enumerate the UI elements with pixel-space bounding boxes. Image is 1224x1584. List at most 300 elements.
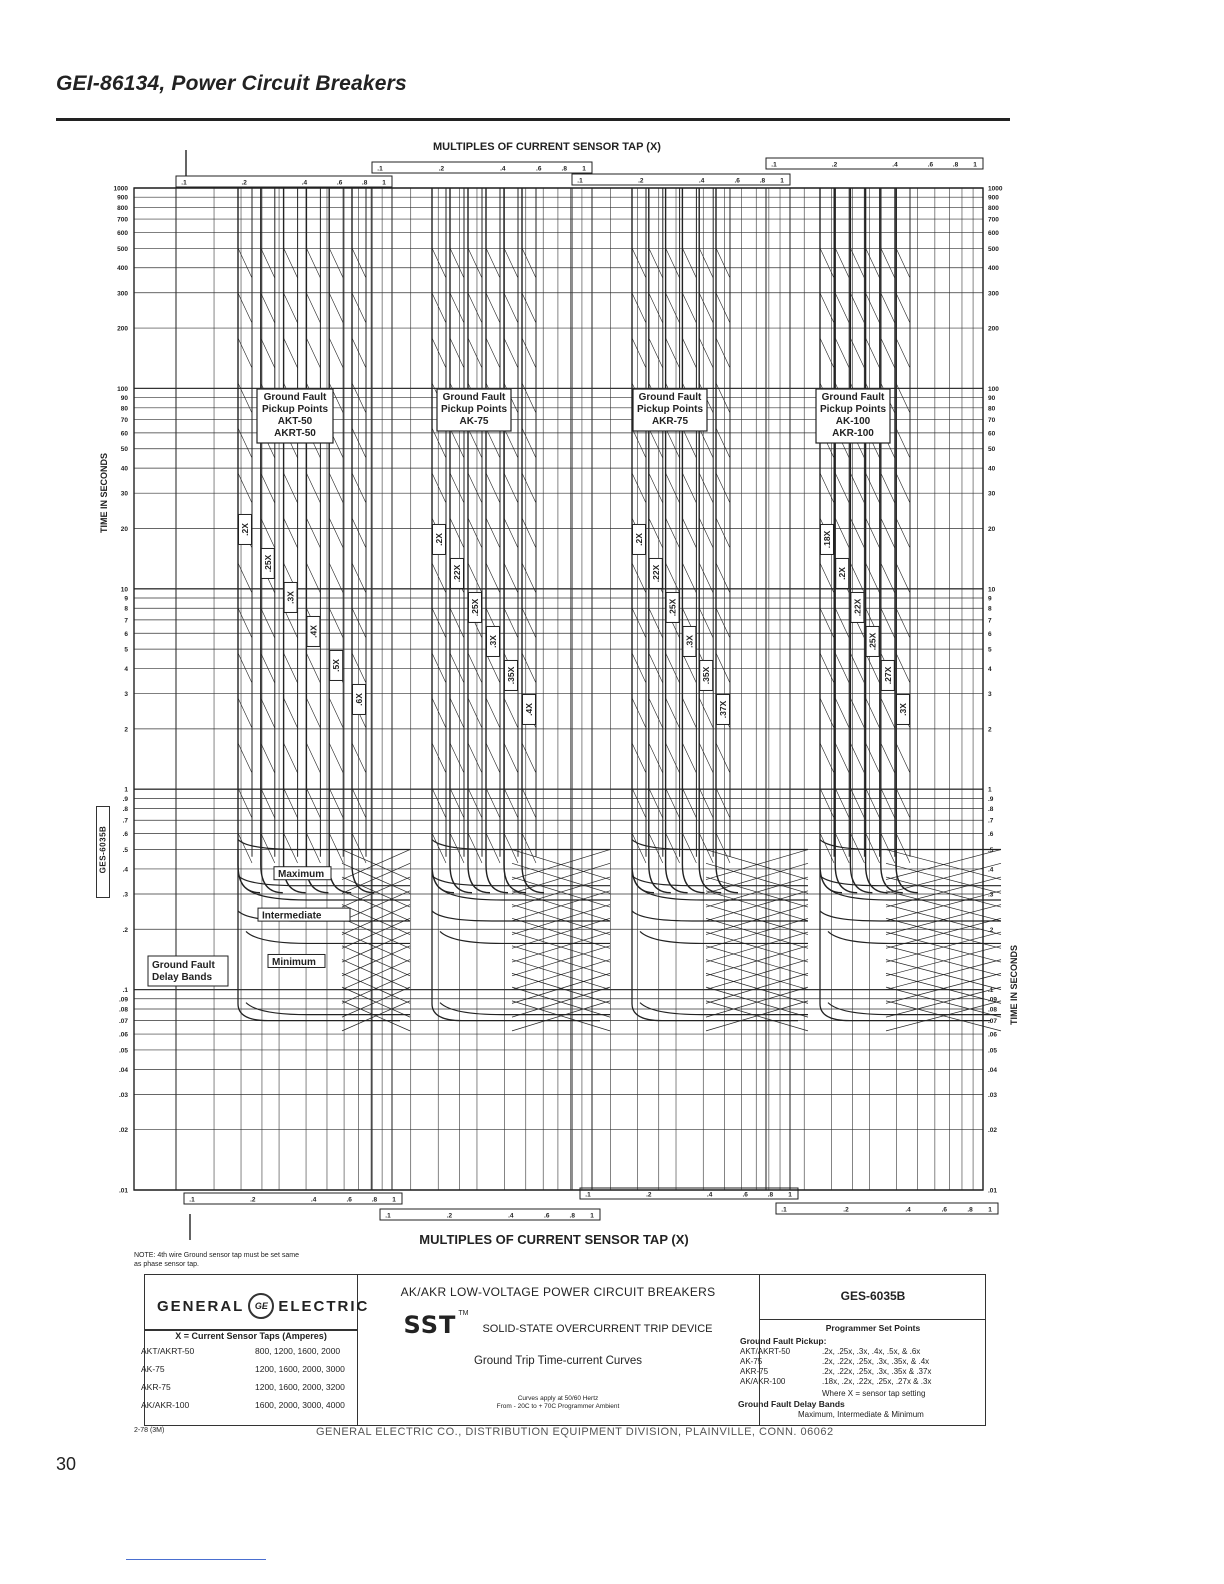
curve-hatch	[352, 743, 366, 773]
pickup-label: .2X	[434, 533, 444, 546]
y-tick-right: 1	[988, 786, 992, 794]
curve-hatch	[432, 698, 446, 728]
curve-hatch	[329, 248, 343, 278]
applies-note: Curves apply at 50/60 Hertz From - 20C to + 70C Programmer Ambient	[496, 1395, 620, 1410]
curve-hatch	[261, 743, 275, 773]
pickup-points-text: AK-100	[835, 416, 871, 427]
curve-hatch	[486, 653, 500, 683]
pickup-label: .22X	[650, 564, 661, 583]
pickup-points-text: Ground Fault	[638, 392, 702, 403]
delay-band-outline	[820, 850, 991, 1021]
y-tick-left: .06	[118, 1031, 128, 1039]
curve-hatch	[284, 518, 298, 548]
curve-hatch	[450, 743, 464, 773]
curve-hatch	[238, 383, 252, 413]
curve-hatch	[450, 653, 464, 683]
curve-hatch	[881, 743, 895, 773]
y-tick-right: .09	[988, 996, 998, 1004]
y-tick-right: .1	[988, 987, 994, 995]
curve-hatch	[896, 833, 910, 863]
curve-hatch	[329, 743, 343, 773]
x-tick-label: .2	[831, 161, 838, 169]
pickup-label: .6X	[354, 693, 364, 706]
y-tick-left: 50	[120, 446, 128, 454]
curve-hatch	[504, 743, 518, 773]
x-tick-label: .4	[508, 1212, 514, 1220]
curve-hatch	[306, 653, 320, 683]
curve-hatch	[682, 248, 696, 278]
y-tick-right: 30	[988, 490, 996, 498]
y-tick-right: 2	[988, 726, 992, 734]
curve-hatch	[866, 653, 880, 683]
curve-hatch	[716, 788, 730, 818]
delay-band-outline	[432, 850, 600, 1021]
curve-hatch	[866, 743, 880, 773]
y-tick-right: 8	[988, 605, 992, 613]
curve-hatch	[238, 743, 252, 773]
curve-hatch	[866, 518, 880, 548]
x-tick-label: .4	[500, 165, 506, 173]
y-tick-right: 60	[988, 430, 996, 438]
pickup-curve	[866, 188, 888, 893]
curve-hatch	[522, 338, 536, 368]
curve-hatch	[329, 518, 343, 548]
curve-hatch	[649, 293, 663, 323]
y-tick-right: 90	[988, 395, 996, 403]
pickup-curve	[850, 188, 872, 893]
curve-hatch	[352, 338, 366, 368]
curve-hatch	[468, 518, 482, 548]
chart-curves	[238, 185, 1003, 1031]
pickup-points-text: Pickup Points	[440, 404, 508, 415]
pickup-curve	[666, 188, 688, 893]
x-tick-label: .6	[336, 179, 343, 187]
curve-hatch	[699, 293, 713, 323]
y-tick-right: .8	[988, 806, 994, 814]
y-tick-left: .1	[122, 987, 128, 995]
band-name-text: Minimum	[272, 956, 316, 968]
curve-hatch	[468, 293, 482, 323]
curve-hatch	[352, 518, 366, 548]
curve-hatch	[504, 698, 518, 728]
x-tick-label: .1	[771, 161, 777, 169]
curve-hatch	[522, 473, 536, 503]
y-tick-right: 400	[988, 265, 999, 273]
delay-band-upper	[432, 876, 610, 886]
curve-hatch	[866, 248, 880, 278]
curve-hatch	[881, 248, 895, 278]
curve-hatch	[632, 698, 646, 728]
curve-hatch	[432, 248, 446, 278]
curve-hatch	[699, 428, 713, 458]
y-tick-left: 90	[120, 395, 128, 403]
curve-hatch	[866, 338, 880, 368]
y-tick-right: 40	[988, 465, 996, 473]
x-tick-label: .4	[892, 161, 898, 169]
curve-hatch	[522, 743, 536, 773]
y-tick-left: .5	[122, 847, 128, 855]
curve-hatch	[682, 788, 696, 818]
y-tick-left: 4	[124, 666, 128, 674]
curve-hatch	[261, 788, 275, 818]
curve-hatch	[432, 743, 446, 773]
curve-hatch	[649, 428, 663, 458]
x-tick-label: 1	[582, 165, 586, 173]
curve-hatch	[504, 518, 518, 548]
curve-hatch	[504, 788, 518, 818]
y-tick-left: 600	[117, 229, 128, 237]
curve-hatch	[450, 698, 464, 728]
curve-hatch	[699, 833, 713, 863]
ge-logo-text-electric: ELECTRIC	[278, 1297, 370, 1315]
pickup-label: .27X	[882, 666, 893, 685]
curve-hatch	[632, 743, 646, 773]
curve-hatch	[666, 698, 680, 728]
curve-hatch	[352, 293, 366, 323]
curve-hatch	[896, 293, 910, 323]
curve-hatch	[261, 698, 275, 728]
y-tick-right: 70	[988, 416, 996, 424]
pickup-label: .5X	[331, 659, 342, 672]
curve-hatch	[632, 833, 646, 863]
curve-hatch	[261, 518, 275, 548]
y-tick-right: 300	[988, 290, 999, 298]
curve-hatch	[468, 698, 482, 728]
scale-box	[176, 176, 392, 187]
curve-hatch	[649, 338, 663, 368]
curve-hatch	[896, 473, 910, 503]
titleblock-subtitle: Ground Trip Time-current Curves	[473, 1355, 643, 1367]
y-axis-title-left: TIME IN SECONDS	[99, 452, 109, 534]
curve-hatch	[649, 743, 663, 773]
curve-hatch	[468, 743, 482, 773]
pickup-curve	[284, 188, 306, 893]
curve-hatch	[450, 428, 464, 458]
pickup-label: .25X	[667, 598, 678, 617]
y-tick-right: 200	[988, 325, 999, 333]
curve-hatch	[666, 788, 680, 818]
curve-hatch	[329, 473, 343, 503]
curve-hatch	[682, 473, 696, 503]
curve-hatch	[716, 518, 730, 548]
curve-hatch	[261, 653, 275, 683]
y-tick-left: 20	[120, 525, 128, 533]
curve-hatch	[522, 833, 536, 863]
curve-hatch	[649, 653, 663, 683]
curve-hatch	[896, 788, 910, 818]
sst-description: SOLID-STATE OVERCURRENT TRIP DEVICE	[482, 1323, 713, 1335]
y-tick-left: 30	[120, 490, 128, 498]
curve-hatch	[329, 338, 343, 368]
x-tick-label: .4	[301, 179, 308, 187]
curve-hatch	[716, 833, 730, 863]
curve-hatch	[450, 473, 464, 503]
curve-hatch	[306, 473, 320, 503]
curve-hatch	[468, 428, 482, 458]
curve-hatch	[522, 788, 536, 818]
pickup-label: .37X	[718, 700, 728, 719]
pickup-label: .3X	[684, 635, 695, 648]
curve-hatch	[432, 338, 446, 368]
curve-hatch	[835, 698, 849, 728]
curve-hatch	[666, 248, 680, 278]
where-note: Where X = sensor tap setting	[822, 1389, 926, 1398]
pickup-label: .22X	[452, 564, 462, 583]
y-tick-right: .6	[988, 831, 994, 839]
x-tick-label: .8	[371, 1196, 378, 1204]
y-tick-right: 600	[988, 229, 999, 237]
curve-hatch	[522, 383, 536, 413]
footnote-rule	[126, 1559, 266, 1560]
y-tick-right: .03	[988, 1091, 998, 1099]
curve-hatch	[716, 473, 730, 503]
curve-hatch	[261, 248, 275, 278]
delay-bands-text: Delay Bands	[152, 972, 213, 983]
y-tick-left: .6	[122, 831, 128, 839]
curve-hatch	[682, 743, 696, 773]
x-tick-label: .8	[361, 179, 368, 187]
curve-hatch	[432, 788, 446, 818]
delay-band-upper	[238, 840, 410, 850]
curve-hatch	[632, 473, 646, 503]
curve-hatch	[522, 518, 536, 548]
y-tick-left: 100	[117, 385, 128, 393]
y-tick-left: 6	[124, 630, 128, 638]
pickup-points-text: AKT-50	[277, 416, 313, 427]
gfp-label: Ground Fault Pickup:	[740, 1336, 827, 1346]
curve-hatch	[666, 338, 680, 368]
curve-hatch	[716, 383, 730, 413]
curve-hatch	[716, 428, 730, 458]
y-tick-right: .07	[988, 1018, 998, 1026]
y-tick-left: .05	[118, 1047, 128, 1055]
y-tick-left: 5	[124, 646, 128, 654]
x-tick-label: .6	[544, 1212, 550, 1220]
curve-hatch	[866, 788, 880, 818]
scale-box	[572, 174, 790, 185]
x-tick-label: 1	[590, 1212, 594, 1220]
curve-hatch	[881, 338, 895, 368]
pickup-curve	[352, 188, 374, 893]
pickup-curve	[835, 188, 857, 893]
curve-hatch	[699, 788, 713, 818]
gfdb-values: Maximum, Intermediate & Minimum	[798, 1410, 924, 1419]
curve-hatch	[261, 293, 275, 323]
delay-band-upper	[820, 911, 1001, 921]
y-tick-right: 6	[988, 630, 992, 638]
y-tick-left: 200	[117, 325, 128, 333]
x-tick-label: .6	[927, 161, 934, 169]
pickup-curve	[699, 188, 721, 893]
pickup-label: .2X	[837, 567, 848, 580]
x-tick-label: .6	[536, 165, 542, 173]
curve-hatch	[666, 473, 680, 503]
curve-hatch	[866, 698, 880, 728]
y-tick-left: 1	[124, 786, 128, 794]
curve-hatch	[820, 338, 834, 368]
x-tick-label: .1	[585, 1191, 591, 1199]
sst-mark: SST	[403, 1311, 457, 1339]
y-tick-right: 9	[988, 595, 992, 603]
curve-hatch	[632, 788, 646, 818]
pickup-label: .25X	[867, 632, 878, 651]
curve-hatch	[682, 653, 696, 683]
curve-hatch	[835, 518, 849, 548]
y-tick-left: .09	[118, 996, 128, 1004]
x-tick-label: .6	[346, 1196, 352, 1204]
y-tick-left: 2	[124, 726, 128, 734]
curve-hatch	[238, 653, 252, 683]
x-tick-label: .8	[952, 161, 959, 169]
y-tick-left: .02	[118, 1127, 128, 1135]
curve-hatch	[504, 338, 518, 368]
curve-hatch	[881, 518, 895, 548]
curve-hatch	[896, 428, 910, 458]
curve-hatch	[896, 518, 910, 548]
y-tick-right: 3	[988, 691, 992, 699]
curve-hatch	[486, 698, 500, 728]
curve-hatch	[306, 518, 320, 548]
curve-hatch	[835, 473, 849, 503]
curve-hatch	[486, 788, 500, 818]
curve-hatch	[632, 293, 646, 323]
pickup-label: .35X	[506, 666, 516, 685]
y-tick-right: 100	[988, 385, 999, 393]
curve-hatch	[682, 338, 696, 368]
curve-hatch	[820, 293, 834, 323]
y-tick-right: .3	[988, 891, 994, 899]
trademark-mark: TM	[458, 1310, 469, 1317]
x-tick-label: .6	[941, 1206, 948, 1214]
scale-box	[184, 1193, 402, 1204]
curve-hatch	[486, 833, 500, 863]
x-tick-label: .4	[698, 177, 705, 185]
y-tick-left: 80	[120, 405, 128, 413]
curve-hatch	[432, 653, 446, 683]
curve-hatch	[522, 653, 536, 683]
curve-hatch	[284, 293, 298, 323]
curve-hatch	[835, 293, 849, 323]
curve-hatch	[820, 833, 834, 863]
page-number: 30	[56, 1454, 77, 1474]
y-tick-right: 700	[988, 216, 999, 224]
pickup-label: .4X	[524, 703, 534, 716]
print-code: 2-78 (3M)	[134, 1427, 165, 1434]
curve-hatch	[352, 653, 366, 683]
pickup-points-text: AKR-75	[651, 416, 689, 427]
pickup-points-text: Ground Fault	[263, 392, 327, 403]
y-tick-left: .8	[122, 806, 128, 814]
curve-hatch	[329, 293, 343, 323]
curve-hatch	[716, 653, 730, 683]
y-tick-right: .01	[988, 1187, 998, 1195]
y-tick-right: .08	[988, 1006, 998, 1014]
y-tick-left: 800	[117, 204, 128, 212]
curve-hatch	[352, 248, 366, 278]
delay-band-upper	[432, 840, 610, 850]
pickup-label: .35X	[701, 666, 712, 685]
curve-hatch	[632, 248, 646, 278]
curve-hatch	[666, 653, 680, 683]
title-block-right: GES-6035B Programmer Set Points Ground Fault Pickup: AKT/AKRT-50 .2x, .25x, .3x, .4x, .5x, & .6x AK-75 .2x, .22x, .25x, .3x, .35x, & .4x AKR-75 .2x, .22x, .25x, .3x, .35x & .37x AK/AKR-100 .18x, .2x, .22x, .25x, .27x & .3x Where X = sensor tap setting Ground Fault Delay Bands Maximum, Intermediate & Minimum	[759, 1275, 986, 1425]
curve-hatch	[238, 698, 252, 728]
curve-hatch	[468, 338, 482, 368]
curve-hatch	[504, 248, 518, 278]
y-tick-left: 1000	[113, 185, 128, 193]
curve-hatch	[486, 338, 500, 368]
x-tick-label: .8	[967, 1206, 973, 1214]
curve-hatch	[881, 833, 895, 863]
x-tick-label: .2	[250, 1196, 256, 1204]
x-tick-label: .2	[438, 165, 445, 173]
pickup-label: .3X	[285, 591, 296, 604]
curve-hatch	[699, 698, 713, 728]
curve-hatch	[486, 248, 500, 278]
curve-hatch	[896, 338, 910, 368]
x-tick-label: .6	[742, 1191, 748, 1199]
ges-number: GES-6035B	[840, 1289, 906, 1303]
curve-hatch	[666, 428, 680, 458]
band-name-text: Maximum	[278, 869, 325, 881]
curve-hatch	[820, 743, 834, 773]
pickup-label: .3X	[488, 635, 498, 648]
curve-hatch	[699, 518, 713, 548]
x-tick-label: .1	[781, 1206, 787, 1214]
pickup-points-text: AKR-100	[832, 428, 874, 439]
curve-hatch	[284, 653, 298, 683]
curve-hatch	[352, 788, 366, 818]
x-tick-label: .6	[734, 177, 740, 185]
curve-hatch	[866, 293, 880, 323]
curve-hatch	[306, 743, 320, 773]
curve-hatch	[820, 473, 834, 503]
y-tick-left: 70	[120, 416, 128, 424]
scale-box	[766, 158, 983, 169]
curve-hatch	[699, 473, 713, 503]
y-tick-right: 1000	[988, 185, 1003, 193]
curve-hatch	[352, 833, 366, 863]
curve-hatch	[450, 788, 464, 818]
pickup-label: .3X	[898, 703, 908, 716]
pickup-points-text: AKRT-50	[274, 428, 316, 439]
y-tick-right: 900	[988, 194, 999, 202]
curve-hatch	[238, 788, 252, 818]
curve-hatch	[306, 833, 320, 863]
curve-hatch	[261, 473, 275, 503]
y-tick-left: .07	[118, 1018, 128, 1026]
curve-hatch	[835, 248, 849, 278]
curve-hatch	[632, 338, 646, 368]
curve-hatch	[896, 743, 910, 773]
curve-hatch	[486, 428, 500, 458]
y-tick-left: .03	[118, 1091, 128, 1099]
delay-band-lower	[440, 931, 610, 943]
y-tick-right: .04	[988, 1066, 998, 1074]
y-tick-right: 7	[988, 617, 992, 625]
curve-hatch	[432, 428, 446, 458]
curve-hatch	[666, 743, 680, 773]
pickup-label: .22X	[852, 598, 863, 617]
y-tick-left: 60	[120, 430, 128, 438]
curve-hatch	[666, 518, 680, 548]
curve-hatch	[820, 788, 834, 818]
x-tick-label: .8	[569, 1212, 575, 1220]
y-tick-right: 80	[988, 405, 996, 413]
x-tick-label: .8	[767, 1191, 774, 1199]
pickup-label: .18X	[822, 530, 832, 549]
x-tick-label: .8	[561, 165, 567, 173]
x-tick-label: 1	[788, 1191, 792, 1199]
